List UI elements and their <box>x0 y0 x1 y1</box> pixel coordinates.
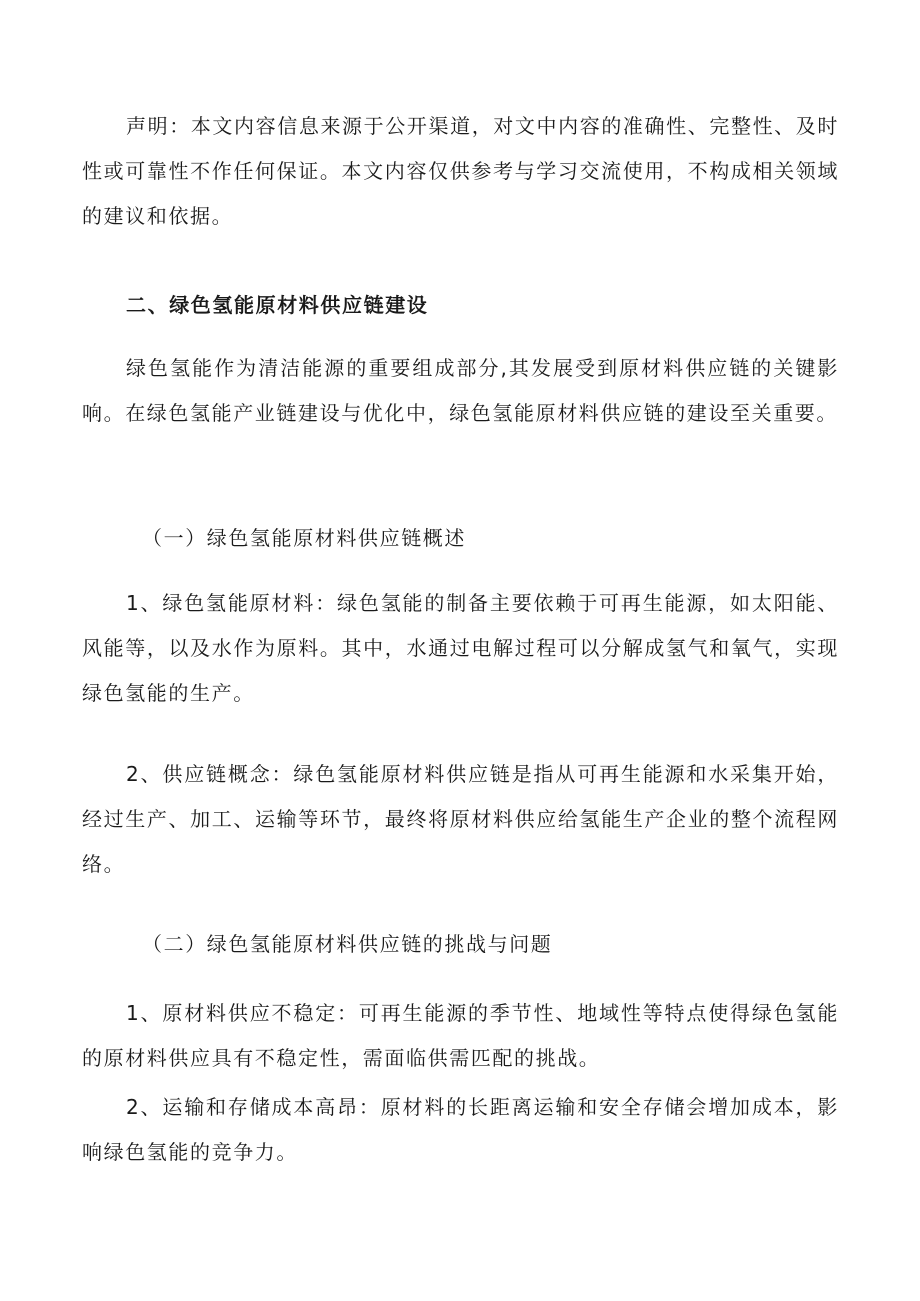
subsection-1-title: （一）绿色氢能原材料供应链概述 <box>142 526 466 550</box>
section-title: 二、绿色氢能原材料供应链建设 <box>126 293 429 317</box>
disclaimer-paragraph: 声明：本文内容信息来源于公开渠道，对文中内容的准确性、完整性、及时性或可靠性不作任何保证。本文内容仅供参考与学习交流使用，不构成相关领域的建议和依据。 <box>82 114 839 228</box>
subsection-1-item-1: 1、绿色氢能原材料：绿色氢能的制备主要依赖于可再生能源，如太阳能、风能等，以及水作为原料。其中，水通过电解过程可以分解成氢气和氧气，实现绿色氢能的生产。 <box>82 591 839 705</box>
intro-paragraph: 绿色氢能作为清洁能源的重要组成部分,其发展受到原材料供应链的关键影响。在绿色氢能产业链建设与优化中，绿色氢能原材料供应链的建设至关重要。 <box>82 356 839 425</box>
subsection-1-item-2: 2、供应链概念：绿色氢能原材料供应链是指从可再生能源和水采集开始，经过生产、加工、运输等环节，最终将原材料供应给氢能生产企业的整个流程网络。 <box>82 762 839 876</box>
subsection-2-title: （二）绿色氢能原材料供应链的挑战与问题 <box>142 932 553 956</box>
subsection-2-item-2: 2、运输和存储成本高昂：原材料的长距离运输和安全存储会增加成本，影响绿色氢能的竞争力。 <box>82 1095 839 1164</box>
subsection-2-item-1: 1、原材料供应不稳定：可再生能源的季节性、地域性等特点使得绿色氢能的原材料供应具有不稳定性，需面临供需匹配的挑战。 <box>82 1001 839 1070</box>
